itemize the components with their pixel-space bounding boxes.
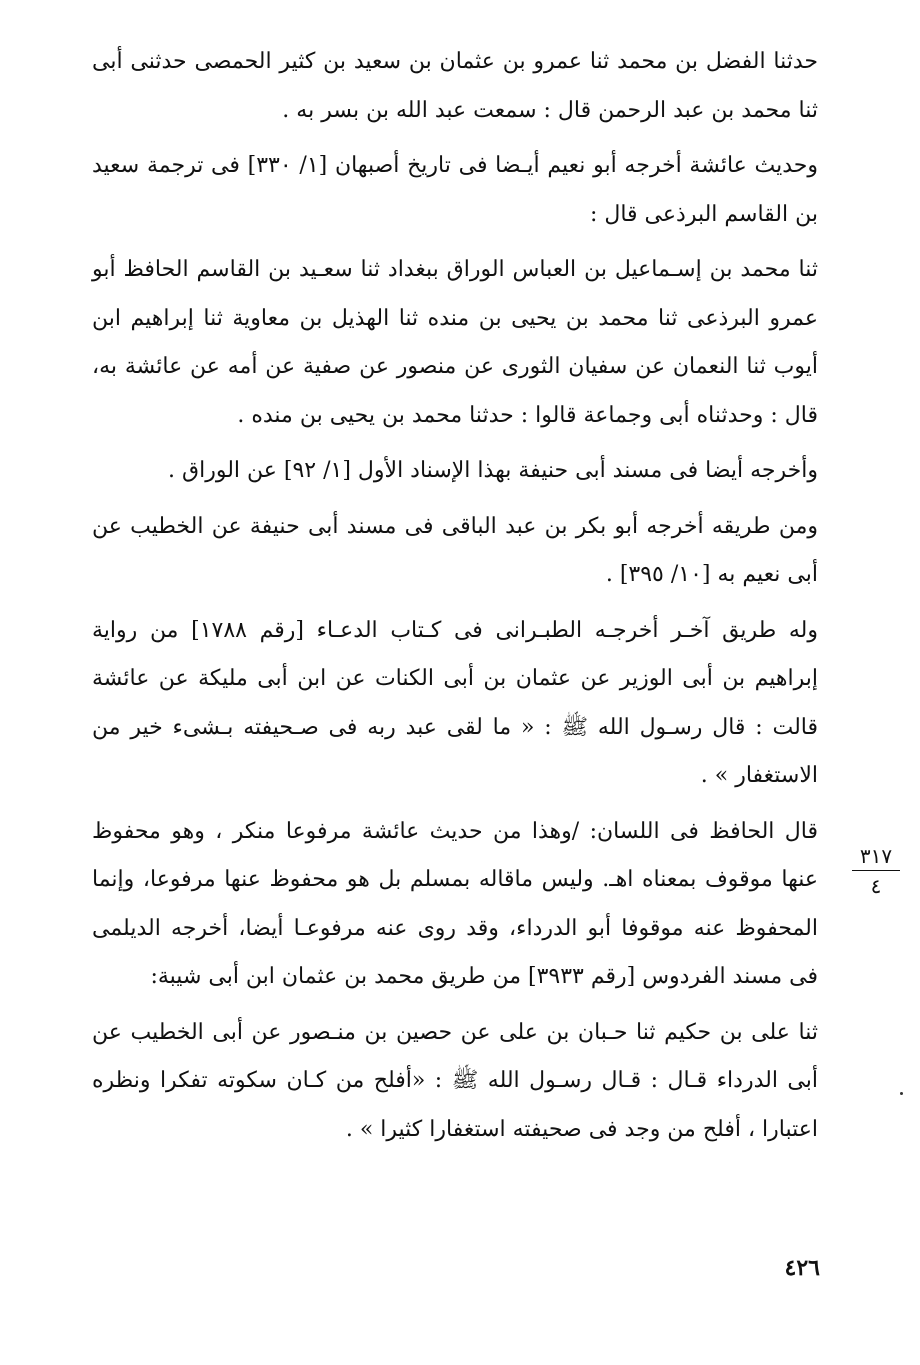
paragraph-6: وله طريق آخـر أخرجـه الطبـرانى فى كـتاب الدعـاء [رقم ١٧٨٨] من رواية إبراهيم بن أبى الوزير عن عثمان بن أبى الكنات عن ابن أبى مليكة عن عائشة قالت : قال رسـول الله ﷺ : « ما لقى عبد ربه فى صـحيفته بـشىء خير من الاستغفار » . [92,617,818,788]
paragraph-7: قال الحافظ فى اللسان: /وهذا من حديث عائشة مرفوعا منكر ، وهو محفوظ عنها موقوف بمعناه اهـ. وليس ماقاله بمسلم بل هو محفوظ عنها مرفوعا، وإنما المحفوظ عنه موقوفا أبو الدرداء، وقد روى عنه مرفوعـا أيضا، أخرجه الديلمى فى مسند الفردوس [رقم ٣٩٣٣] من طريق محمد بن عثمان ابن أبى شيبة: [92,818,818,989]
paragraph-3: ثنا محمد بن إسـماعيل بن العباس الوراق ببغداد ثنا سعـيد بن القاسم الحافظ أبو عمرو البرذعى ثنا محمد بن يحيى بن منده ثنا الهذيل بن معاوية ثنا إبراهيم ابن أيوب ثنا النعمان عن سفيان الثورى عن منصور عن صفية عن أمه عن عائشة به، قال : وحدثناه أبى وجماعة قالوا : حدثنا محمد بن يحيى بن منده . [92,257,818,428]
margin-reference-divider [852,870,900,871]
paragraph-1: حدثنا الفضل بن محمد ثنا عمرو بن عثمان بن سعيد بن كثير الحمصى حدثنى أبى ثنا محمد بن عبد الرحمن قال : سمعت عبد الله بن بسر به . [92,49,818,123]
body-text [92,38,818,1161]
page-number: ٤٢٦ [784,1255,820,1281]
paragraph-5: ومن طريقه أخرجه أبو بكر بن عبد الباقى فى مسند أبى حنيفة عن الخطيب عن أبى نعيم به [١٠/ ٣٩٥] . [92,513,818,587]
margin-reference-top: ٣١٧ [859,844,893,868]
paragraph-2: وحديث عائشة أخرجه أبو نعيم أيـضا فى تاريخ أصبهان [١/ ٣٣٠] فى ترجمة سعيد بن القاسم البرذعى قال : [92,153,818,227]
margin-reference-bottom: ٤ [870,874,882,898]
paragraph-8: ثنا على بن حكيم ثنا حـبان بن على عن حصين بن منـصور عن أبى الخطيب عن أبى الدرداء قـال : قـال رسـول الله ﷺ : «أفلح من كـان سكوته تفكرا ونظره اعتبارا ، أفلح من وجد فى صحيفته استغفارا كثيرا » . [92,1019,818,1142]
paragraph-4: وأخرجه أيضا فى مسند أبى حنيفة بهذا الإسناد الأول [١/ ٩٢] عن الوراق . [168,458,818,483]
margin-reference [848,843,904,899]
scan-speck [900,1092,903,1095]
